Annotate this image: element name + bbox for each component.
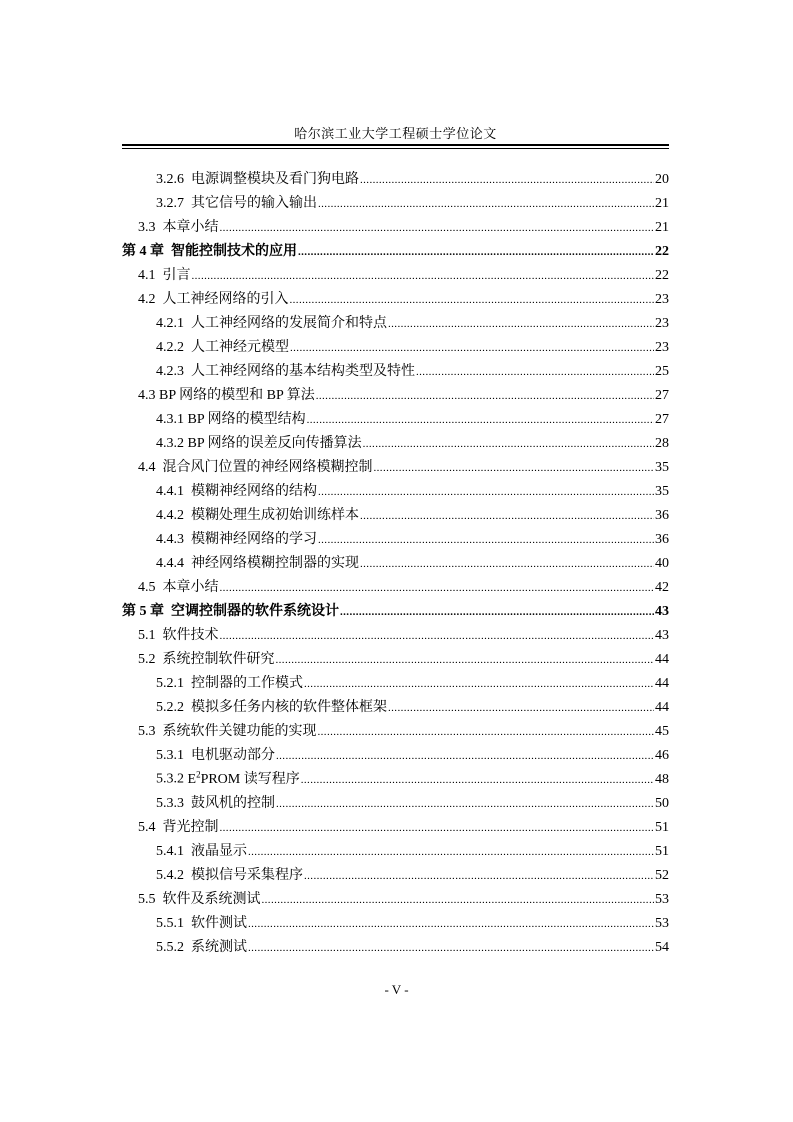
toc-entry-text: 软件技术 <box>162 628 219 643</box>
toc-entry-number: 5.3.1 <box>156 748 184 763</box>
toc-leader-dots <box>360 507 654 525</box>
toc-entry-text: 模糊处理生成初始训练样本 <box>191 508 359 523</box>
toc-subsection-entry[interactable] <box>156 671 669 693</box>
toc-entry-title <box>138 579 220 597</box>
toc-leader-dots <box>304 675 654 693</box>
toc-entry-text: BP 网络的误差反向传播算法 <box>187 436 362 451</box>
toc-entry-number: 4.4.2 <box>156 508 184 523</box>
toc-leader-dots <box>388 699 654 717</box>
toc-entry-text: 本章小结 <box>162 580 219 595</box>
toc-entry-text: 背光控制 <box>162 820 219 835</box>
toc-entry-number: 4.2 <box>138 292 156 307</box>
toc-leader-dots <box>220 819 655 837</box>
toc-section-entry[interactable] <box>138 719 669 741</box>
toc-entry-text: 液晶显示 <box>191 844 247 859</box>
toc-page-number: 35 <box>655 460 669 475</box>
toc-entry-number: 5.4.2 <box>156 868 184 883</box>
toc-page-number: 22 <box>655 244 669 259</box>
toc-entry-title <box>156 363 416 381</box>
toc-page-number: 20 <box>655 172 669 187</box>
toc-page-number: 42 <box>655 580 669 595</box>
toc-page-number: 28 <box>655 436 669 451</box>
toc-page-number: 46 <box>655 748 669 763</box>
toc-entry-number: 4.3 <box>138 388 156 403</box>
toc-entry-title <box>122 243 298 261</box>
toc-leader-dots <box>290 291 655 309</box>
toc-entry-title <box>138 891 262 909</box>
toc-leader-dots <box>220 219 655 237</box>
toc-section-entry[interactable] <box>138 815 669 837</box>
toc-entry-number: 4.4.4 <box>156 556 184 571</box>
toc-entry-title <box>156 171 360 189</box>
toc-section-entry[interactable] <box>138 455 669 477</box>
toc-entry-number: 4.1 <box>138 268 156 283</box>
toc-entry-text: 系统软件关键功能的实现 <box>162 724 317 739</box>
toc-leader-dots <box>301 771 654 789</box>
toc-subsection-entry[interactable] <box>156 791 669 813</box>
toc-page-number: 44 <box>655 652 669 667</box>
toc-leader-dots <box>298 243 654 261</box>
toc-entry-number: 3.2.7 <box>156 196 184 211</box>
toc-entry-title <box>156 483 318 501</box>
toc-subsection-entry[interactable] <box>156 335 669 357</box>
toc-entry-title <box>138 651 276 669</box>
toc-entry-title <box>156 795 276 813</box>
toc-section-entry[interactable] <box>138 887 669 909</box>
toc-page-number: 51 <box>655 820 669 835</box>
toc-leader-dots <box>248 843 654 861</box>
toc-subsection-entry[interactable] <box>156 911 669 933</box>
toc-entry-text: 人工神经网络的引入 <box>162 292 289 307</box>
toc-entry-text: 引言 <box>162 268 191 283</box>
toc-entry-text: 模糊神经网络的结构 <box>191 484 317 499</box>
toc-entry-title <box>156 411 307 429</box>
toc-page-number: 22 <box>655 268 669 283</box>
toc-subsection-entry[interactable] <box>156 191 669 213</box>
toc-entry-title <box>138 459 374 477</box>
toc-page-number: 23 <box>655 316 669 331</box>
header-rule-thin <box>122 148 669 149</box>
toc-page-number: 51 <box>655 844 669 859</box>
toc-entry-number: 第 4 章 <box>122 244 164 259</box>
toc-page-number: 36 <box>655 508 669 523</box>
toc-entry-text: 人工神经网络的基本结构类型及特性 <box>191 364 415 379</box>
toc-entry-text: 本章小结 <box>162 220 219 235</box>
toc-entry-title <box>156 435 363 453</box>
toc-entry-text: 软件及系统测试 <box>162 892 261 907</box>
toc-subsection-entry[interactable] <box>156 311 669 333</box>
toc-page-number: 21 <box>655 196 669 211</box>
toc-entry-title <box>156 339 290 357</box>
toc-entry-text: BP 网络的模型结构 <box>187 412 306 427</box>
toc-subsection-entry[interactable] <box>156 503 669 525</box>
toc-entry-text: 神经网络模糊控制器的实现 <box>191 556 359 571</box>
toc-entry-text: 鼓风机的控制 <box>191 796 275 811</box>
toc-subsection-entry[interactable] <box>156 863 669 885</box>
toc-leader-dots <box>192 267 655 285</box>
toc-page-number: 43 <box>655 628 669 643</box>
toc-entry-title <box>156 939 248 957</box>
toc-leader-dots <box>304 867 654 885</box>
toc-leader-dots <box>318 195 654 213</box>
toc-entry-title <box>138 387 316 405</box>
toc-entry-number: 5.4.1 <box>156 844 184 859</box>
toc-entry-title <box>156 315 388 333</box>
toc-leader-dots <box>316 387 654 405</box>
toc-leader-dots <box>220 627 655 645</box>
toc-entry-title <box>156 195 318 213</box>
toc-entry-number: 3.2.6 <box>156 172 184 187</box>
toc-entry-text: 模糊神经网络的学习 <box>191 532 317 547</box>
toc-page-number: 53 <box>655 916 669 931</box>
toc-entry-text: 人工神经网络的发展简介和特点 <box>191 316 387 331</box>
toc-page-number: 45 <box>655 724 669 739</box>
toc-entry-title <box>156 765 301 789</box>
toc-entry-text: BP 网络的模型和 BP 算法 <box>159 388 315 403</box>
toc-entry-text: 电机驱动部分 <box>191 748 275 763</box>
toc-entry-title <box>156 699 388 717</box>
toc-leader-dots <box>318 531 654 549</box>
toc-subsection-entry[interactable] <box>156 695 669 717</box>
toc-entry-number: 5.5.2 <box>156 940 184 955</box>
toc-entry-title <box>138 723 318 741</box>
toc-entry-title <box>156 915 248 933</box>
toc-entry-number: 4.4.3 <box>156 532 184 547</box>
toc-page-number: 25 <box>655 364 669 379</box>
toc-page-number: 35 <box>655 484 669 499</box>
toc-entry-title <box>138 819 220 837</box>
toc-leader-dots <box>360 555 654 573</box>
toc-page-number: 36 <box>655 532 669 547</box>
running-header: 哈尔滨工业大学工程硕士学位论文 <box>294 126 497 141</box>
toc-leader-dots <box>360 171 654 189</box>
toc-leader-dots <box>290 339 654 357</box>
toc-entry-text: 电源调整模块及看门狗电路 <box>191 172 359 187</box>
toc-leader-dots <box>276 651 655 669</box>
toc-entry-number: 5.2.1 <box>156 676 184 691</box>
toc-entry-number: 4.3.2 <box>156 436 184 451</box>
toc-leader-dots <box>318 483 654 501</box>
toc-entry-text: 模拟信号采集程序 <box>191 868 303 883</box>
toc-leader-dots <box>416 363 654 381</box>
toc-leader-dots <box>363 435 654 453</box>
toc-entry-number: 4.4 <box>138 460 156 475</box>
toc-entry-number: 5.1 <box>138 628 156 643</box>
toc-entry-title <box>138 627 220 645</box>
toc-subsection-entry[interactable] <box>156 431 669 453</box>
toc-entry-title <box>156 531 318 549</box>
toc-entry-title <box>156 555 360 573</box>
toc-subsection-entry[interactable] <box>156 839 669 861</box>
toc-subsection-entry[interactable] <box>156 935 669 957</box>
toc-entry-text: 智能控制技术的应用 <box>171 244 297 259</box>
toc-section-entry[interactable] <box>138 263 669 285</box>
toc-entry-number: 5.4 <box>138 820 156 835</box>
page-number: - V - <box>384 982 409 997</box>
toc-entry-number: 5.2.2 <box>156 700 184 715</box>
toc-subsection-entry[interactable] <box>156 167 669 189</box>
toc-leader-dots <box>220 579 655 597</box>
header-rule-thick <box>122 144 669 146</box>
toc-entry-number: 5.5.1 <box>156 916 184 931</box>
toc-section-entry[interactable] <box>138 647 669 669</box>
toc-entry-number: 4.2.3 <box>156 364 184 379</box>
toc-entry-title <box>156 507 360 525</box>
toc-chapter-entry[interactable] <box>122 599 669 621</box>
toc-entry-number: 4.4.1 <box>156 484 184 499</box>
toc-leader-dots <box>248 939 654 957</box>
toc-entry-number: 第 5 章 <box>122 604 164 619</box>
toc-page-number: 44 <box>655 676 669 691</box>
toc-chapter-entry[interactable] <box>122 239 669 261</box>
toc-entry-number: 5.3.3 <box>156 796 184 811</box>
toc-page-number: 53 <box>655 892 669 907</box>
toc-entry-number: 4.2.2 <box>156 340 184 355</box>
toc-entry-text: 软件测试 <box>191 916 247 931</box>
toc-subsection-entry[interactable] <box>156 479 669 501</box>
toc-page-number: 48 <box>655 772 669 787</box>
toc-leader-dots <box>276 747 654 765</box>
toc-entry-title <box>138 267 192 285</box>
toc-entry-title <box>156 675 304 693</box>
toc-entry-text: 控制器的工作模式 <box>191 676 303 691</box>
toc-entry-number: 5.2 <box>138 652 156 667</box>
toc-leader-dots <box>262 891 655 909</box>
toc-entry-number: 3.3 <box>138 220 156 235</box>
toc-leader-dots <box>248 915 654 933</box>
toc-section-entry[interactable] <box>138 623 669 645</box>
toc-page-number: 21 <box>655 220 669 235</box>
toc-leader-dots <box>374 459 655 477</box>
toc-subsection-entry[interactable] <box>156 407 669 429</box>
toc-entry-number: 5.3 <box>138 724 156 739</box>
toc-subsection-entry[interactable] <box>156 551 669 573</box>
toc-entry-number: 5.5 <box>138 892 156 907</box>
toc-subsection-entry[interactable] <box>156 743 669 765</box>
toc-entry-number: 4.3.1 <box>156 412 184 427</box>
toc-leader-dots <box>388 315 654 333</box>
toc-entry-text: 其它信号的输入输出 <box>191 196 317 211</box>
toc-entry-number: 4.2.1 <box>156 316 184 331</box>
toc-subsection-entry[interactable] <box>156 359 669 381</box>
toc-page-number: 44 <box>655 700 669 715</box>
toc-page-number: 52 <box>655 868 669 883</box>
toc-entry-number: 4.5 <box>138 580 156 595</box>
toc-page-number: 23 <box>655 292 669 307</box>
toc-entry-title <box>156 747 276 765</box>
toc-page-number: 27 <box>655 388 669 403</box>
toc-entry-text: 系统测试 <box>191 940 247 955</box>
toc-page-number: 23 <box>655 340 669 355</box>
toc-page-number: 43 <box>655 604 669 619</box>
toc-entry-text: 人工神经元模型 <box>191 340 289 355</box>
toc-leader-dots <box>276 795 654 813</box>
toc-entry-title <box>156 843 248 861</box>
toc-entry-title <box>122 603 340 621</box>
toc-page-number: 27 <box>655 412 669 427</box>
toc-entry-title <box>156 867 304 885</box>
toc-entry-text: 混合风门位置的神经网络模糊控制 <box>162 460 373 475</box>
toc-section-entry[interactable] <box>138 287 669 309</box>
toc-page-number: 40 <box>655 556 669 571</box>
toc-subsection-entry[interactable] <box>156 527 669 549</box>
toc-entry-text: 空调控制器的软件系统设计 <box>171 604 339 619</box>
toc-leader-dots <box>340 603 654 621</box>
toc-entry-number: 5.3.2 <box>156 772 184 787</box>
toc-section-entry[interactable] <box>138 575 669 597</box>
toc-entry-title <box>138 291 290 309</box>
toc-entry-text: $E^2PROM$ 读写程序 <box>187 769 300 787</box>
toc-page-number: 50 <box>655 796 669 811</box>
toc-leader-dots <box>307 411 654 429</box>
toc-section-entry[interactable] <box>138 215 669 237</box>
toc-section-entry[interactable] <box>138 383 669 405</box>
toc-entry-title <box>138 219 220 237</box>
toc-entry-text: 系统控制软件研究 <box>162 652 275 667</box>
toc-entry-text: 模拟多任务内核的软件整体框架 <box>191 700 387 715</box>
toc-leader-dots <box>318 723 655 741</box>
toc-subsection-entry[interactable] <box>156 767 669 789</box>
toc-page-number: 54 <box>655 940 669 955</box>
